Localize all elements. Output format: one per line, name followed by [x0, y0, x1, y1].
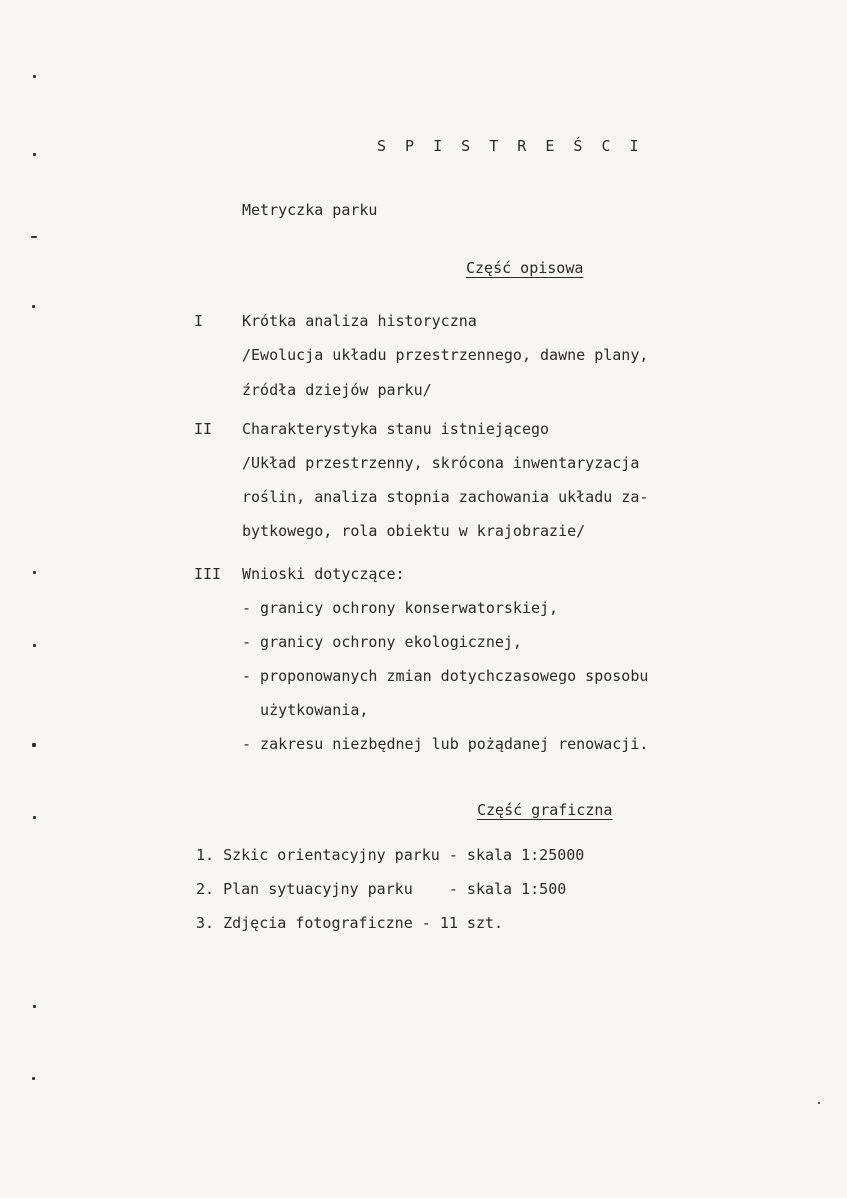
- margin-mark: [818, 1102, 820, 1104]
- margin-mark: [33, 153, 36, 156]
- chapter-line: użytkowania,: [242, 701, 369, 719]
- chapter-line: - granicy ochrony ekologicznej,: [242, 633, 522, 651]
- chapter-line: - proponowanych zmian dotychczasowego sposobu: [242, 667, 649, 685]
- margin-mark: [32, 743, 36, 747]
- margin-mark: [33, 1005, 36, 1008]
- chapter-numeral: II: [194, 420, 213, 438]
- graphic-item: 2. Plan sytuacyjny parku - skala 1:500: [196, 880, 567, 898]
- margin-mark: [33, 571, 36, 574]
- graphic-item: 3. Zdjęcia fotograficzne - 11 szt.: [196, 914, 504, 932]
- chapter-line: Charakterystyka stanu istniejącego: [242, 420, 550, 438]
- chapter-line: Krótka analiza historyczna: [242, 312, 477, 330]
- chapter-line: - zakresu niezbędnej lub pożądanej renowacji.: [242, 735, 649, 753]
- chapter-line: - granicy ochrony konserwatorskiej,: [242, 599, 559, 617]
- chapter-line: /Ewolucja układu przestrzennego, dawne plany,: [242, 346, 649, 364]
- chapter-line: /Układ przestrzenny, skrócona inwentaryzacja: [242, 454, 640, 472]
- chapter-line: bytkowego, rola obiektu w krajobrazie/: [242, 522, 586, 540]
- graphic-item: 1. Szkic orientacyjny parku - skala 1:25000: [196, 846, 585, 864]
- margin-mark: [31, 236, 37, 238]
- chapter-line: Wnioski dotyczące:: [242, 565, 405, 583]
- section-heading-descriptive: Część opisowa: [466, 259, 584, 277]
- chapter-line: źródła dziejów parku/: [242, 381, 432, 399]
- chapter-numeral: I: [194, 312, 204, 330]
- margin-mark: [33, 816, 36, 819]
- margin-mark: [32, 305, 35, 308]
- metryczka-entry: Metryczka parku: [242, 201, 378, 219]
- margin-mark: [33, 644, 36, 647]
- chapter-line: roślin, analiza stopnia zachowania układu za-: [242, 488, 649, 506]
- margin-mark: [32, 1077, 35, 1080]
- chapter-numeral: III: [194, 565, 222, 583]
- section-heading-graphic: Część graficzna: [477, 801, 613, 819]
- margin-mark: [33, 75, 36, 78]
- page-title: S P I S T R E Ś C I: [377, 137, 644, 155]
